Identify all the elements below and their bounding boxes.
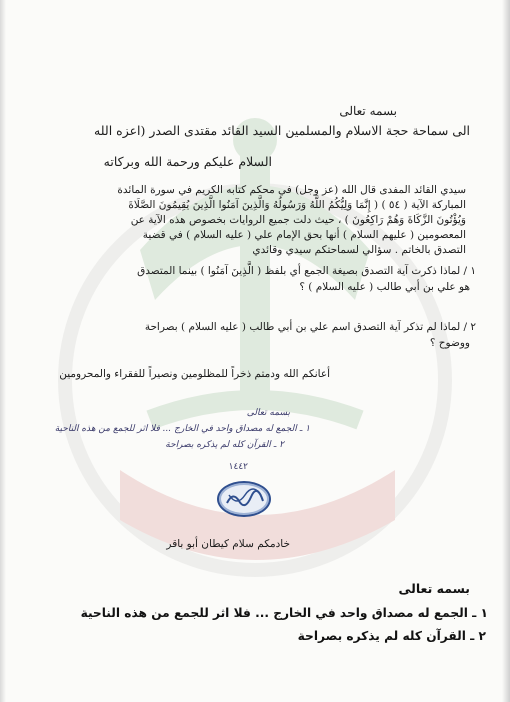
letter-signature: خادمكم سلام كيطان أبو باقر xyxy=(166,538,290,550)
question-1-line-2: هو علي بن أبي طالب ( عليه السلام ) ؟ xyxy=(299,281,470,293)
answer-line-2: ٢ ـ القرآن كله لم يذكره بصراحة xyxy=(297,629,486,643)
body-line: المعصومين ( عليهم السلام ) أنها بحق الإمام علي ( عليه السلام ) في قضية xyxy=(142,229,466,241)
body-line: التصدق بالخاتم . سؤالي لسماحتكم سيدي وقائدي xyxy=(252,244,466,256)
question-1-line-1: ١ / لماذا ذكرت آية التصدق بصيغة الجمع أي بلفظ ( الَّذِينَ آمَنُوا ) بينما المتصدق xyxy=(137,265,476,277)
question-2-line-2: ووضوح ؟ xyxy=(429,337,470,349)
body-line: سيدي القائد المفدى قال الله (عز وجل) في محكم كتابه الكريم في سورة المائدة xyxy=(117,184,466,196)
handwritten-header: بسمه تعالى xyxy=(246,408,290,418)
scan-edge-left xyxy=(0,0,6,702)
letter-greeting: السلام عليكم ورحمة الله وبركاته xyxy=(103,154,272,169)
handwritten-answer-2: ٢ ـ القرآن كله لم يذكره بصراحة xyxy=(165,440,284,450)
answer-header: بسمه تعالى xyxy=(398,581,470,596)
handwritten-answer-1: ١ ـ الجمع له مصداق واحد في الخارج ... فلا اثر للجمع من هذه الناحية xyxy=(54,424,310,434)
letter-address: الى سماحة حجة الاسلام والمسلمين السيد القائد مقتدى الصدر (اعزه الله xyxy=(94,123,470,138)
scan-edge-right xyxy=(502,0,510,702)
body-line: وَيُؤْتُونَ الزَّكَاةَ وَهُمْ رَاكِعُونَ ) ، حيث دلت جميع الروايات بخصوص هذه الآية عن xyxy=(130,214,466,226)
handwritten-date: ١٤٤٢ xyxy=(228,462,248,472)
body-line: المباركة الآية ( ٥٤ ) ( إِنَّمَا وَلِيُّكُمُ اللَّهُ وَرَسُولُهُ وَالَّذِينَ آمَنُوا الَّذِينَ يُقِيمُونَ الصَّلَاةَ xyxy=(128,199,466,211)
question-2-line-1: ٢ / لماذا لم تذكر آية التصدق اسم علي بن أبي طالب ( عليه السلام ) بصراحة xyxy=(144,321,476,333)
official-seal-stamp xyxy=(217,481,271,517)
letter-closing: أعانكم الله ودمتم ذخراً للمظلومين ونصيراً للفقراء والمحرومين xyxy=(59,368,330,380)
answer-line-1: ١ ـ الجمع له مصداق واحد في الخارج ... فلا اثر للجمع من هذه الناحية xyxy=(80,606,488,620)
letter-header: بسمه تعالى xyxy=(339,104,397,118)
